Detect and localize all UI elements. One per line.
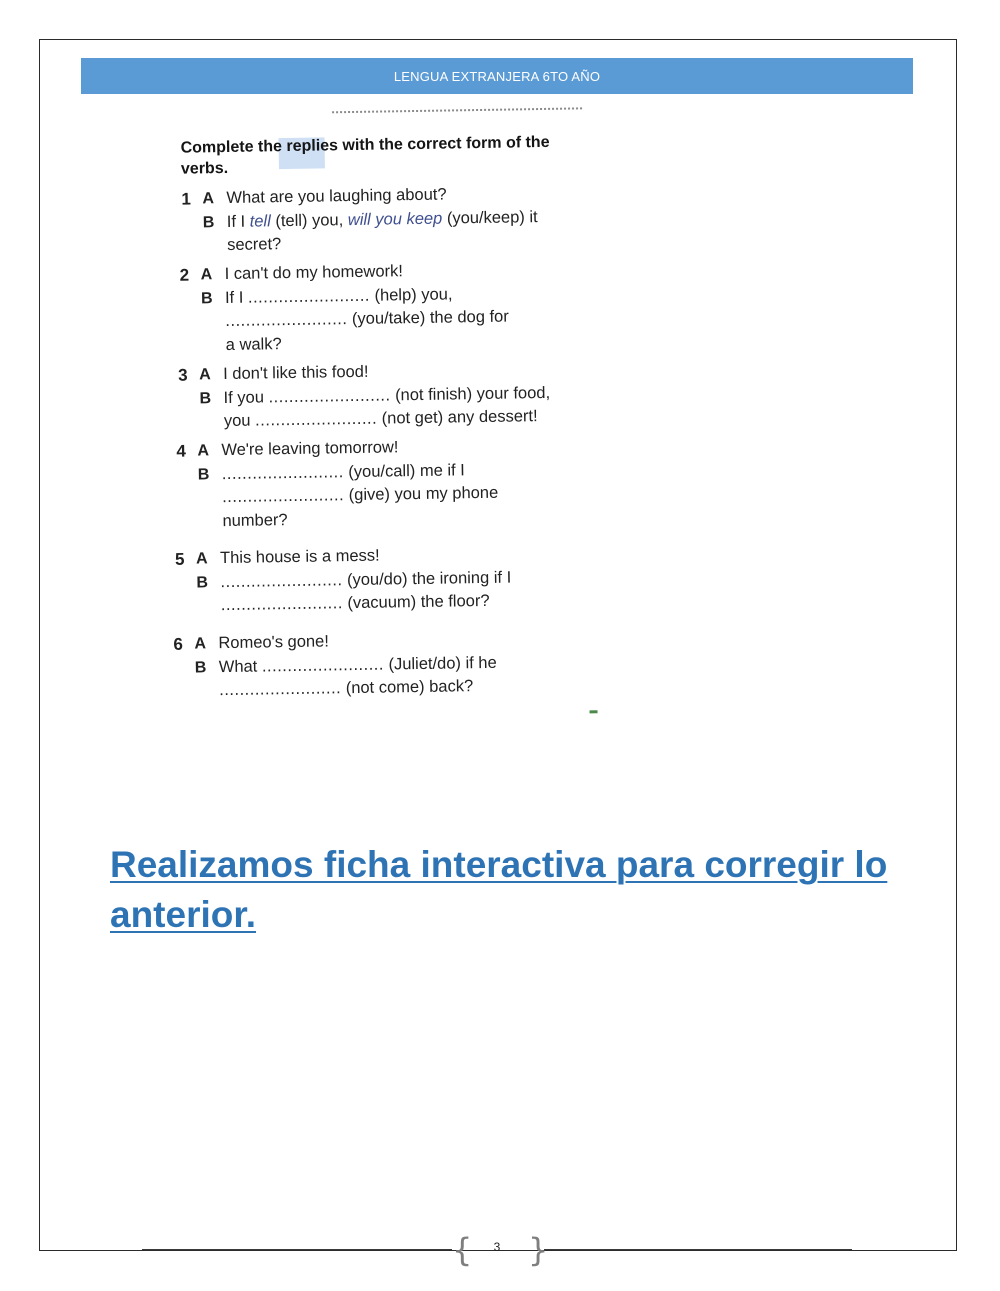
text-segment: What [218,656,263,676]
text-segment: number? [222,510,288,530]
right-brace-icon: } [528,1231,549,1269]
answer-blank[interactable]: ........................ [219,679,342,700]
speaker-b-label: B [196,573,209,591]
speaker-b-text [225,283,453,310]
speaker-a-text: Romeo's gone! [218,632,330,653]
text-segment: (give) you my phone [343,483,499,505]
answer-blank[interactable]: ........................ [220,570,343,591]
answer-blank[interactable]: ........................ [220,594,343,615]
speaker-a-label: A [200,266,213,284]
answer-blank[interactable]: ........................ [221,462,344,483]
text-segment: (you/keep) it [442,207,538,228]
item-number: 4 [176,441,187,461]
text-segment: (help) you, [369,284,453,305]
text-segment: (you/take) the dog for [347,307,509,329]
text-segment: a walk? [225,334,282,354]
speaker-a-text: I can't do my homework! [224,262,404,284]
exercise-item [164,357,595,434]
answer-blank[interactable]: ........................ [225,310,348,330]
text-segment: secret? [227,235,282,254]
footer-rule-right [544,1249,852,1250]
exercise-item [161,181,592,258]
text-segment: If you [223,387,269,407]
speaker-b-label: B [194,658,207,677]
speaker-a-text: This house is a mess! [219,546,380,568]
exercise-item [167,541,598,618]
speaker-b-label: B [197,465,210,483]
answer-blank[interactable]: ........................ [268,385,391,406]
speaker-b-label: B [199,389,212,407]
left-brace-icon: { [452,1231,473,1269]
speaker-b-text [222,509,287,534]
speaker-a-label: A [194,635,207,653]
text-segment: If I [226,212,250,231]
scan-mark [590,710,598,713]
speaker-b-label: B [202,213,215,231]
text-segment: (not finish) your food, [390,383,551,404]
item-number: 6 [173,634,184,654]
text-segment: (you/call) me if I [343,460,465,481]
item-number: 3 [178,365,188,385]
text-segment: (Juliet/do) if he [383,653,497,674]
speaker-a-label: A [195,550,208,568]
item-number: 1 [181,189,192,209]
speaker-b-text [226,333,282,357]
example-answer: tell [249,211,271,231]
speaker-b-text [224,405,538,433]
text-segment: If I [224,288,249,307]
speaker-b-label: B [200,289,213,307]
page-number: 3 [493,1240,501,1254]
item-number: 2 [179,265,190,285]
exercise-item [165,433,596,534]
answer-blank[interactable]: ........................ [261,655,385,675]
speaker-a-text: What are you laughing about? [226,185,447,207]
interactive-note[interactable]: Realizamos ficha interactiva para corregir lo anterior. [110,844,888,935]
speaker-a-label: A [202,190,215,208]
header-title: LENGUA EXTRANJERA 6TO AÑO [393,68,601,84]
answer-blank[interactable]: ........................ [247,286,371,307]
footer-rule-left [142,1249,452,1250]
page-header [81,58,913,94]
example-answer: will you keep [347,209,443,229]
text-segment: (you/do) the ironing if I [342,568,512,589]
text-segment: (not get) any dessert! [376,407,538,428]
exercise-item [168,626,599,703]
scanned-exercise [160,101,610,728]
exercise-instruction: Complete the replies with the correct form of the verbs. [180,133,550,178]
dotted-rule [332,107,582,113]
text-segment: (not come) back? [341,677,474,698]
exercise-item [162,257,593,358]
speaker-b-text [221,590,490,618]
speaker-b-text [227,233,281,257]
speaker-a-text: We're leaving tomorrow! [221,438,399,460]
speaker-b-text [219,675,473,702]
answer-blank[interactable]: ........................ [221,486,345,507]
speaker-a-text: I don't like this food! [223,362,369,384]
text-segment: (vacuum) the floor? [342,591,490,613]
text-segment: (tell) you, [270,210,348,230]
speaker-a-label: A [197,442,210,460]
speaker-a-label: A [199,366,211,384]
item-number: 5 [174,549,185,569]
text-segment: you [223,411,256,431]
answer-blank[interactable]: ........................ [254,409,378,430]
